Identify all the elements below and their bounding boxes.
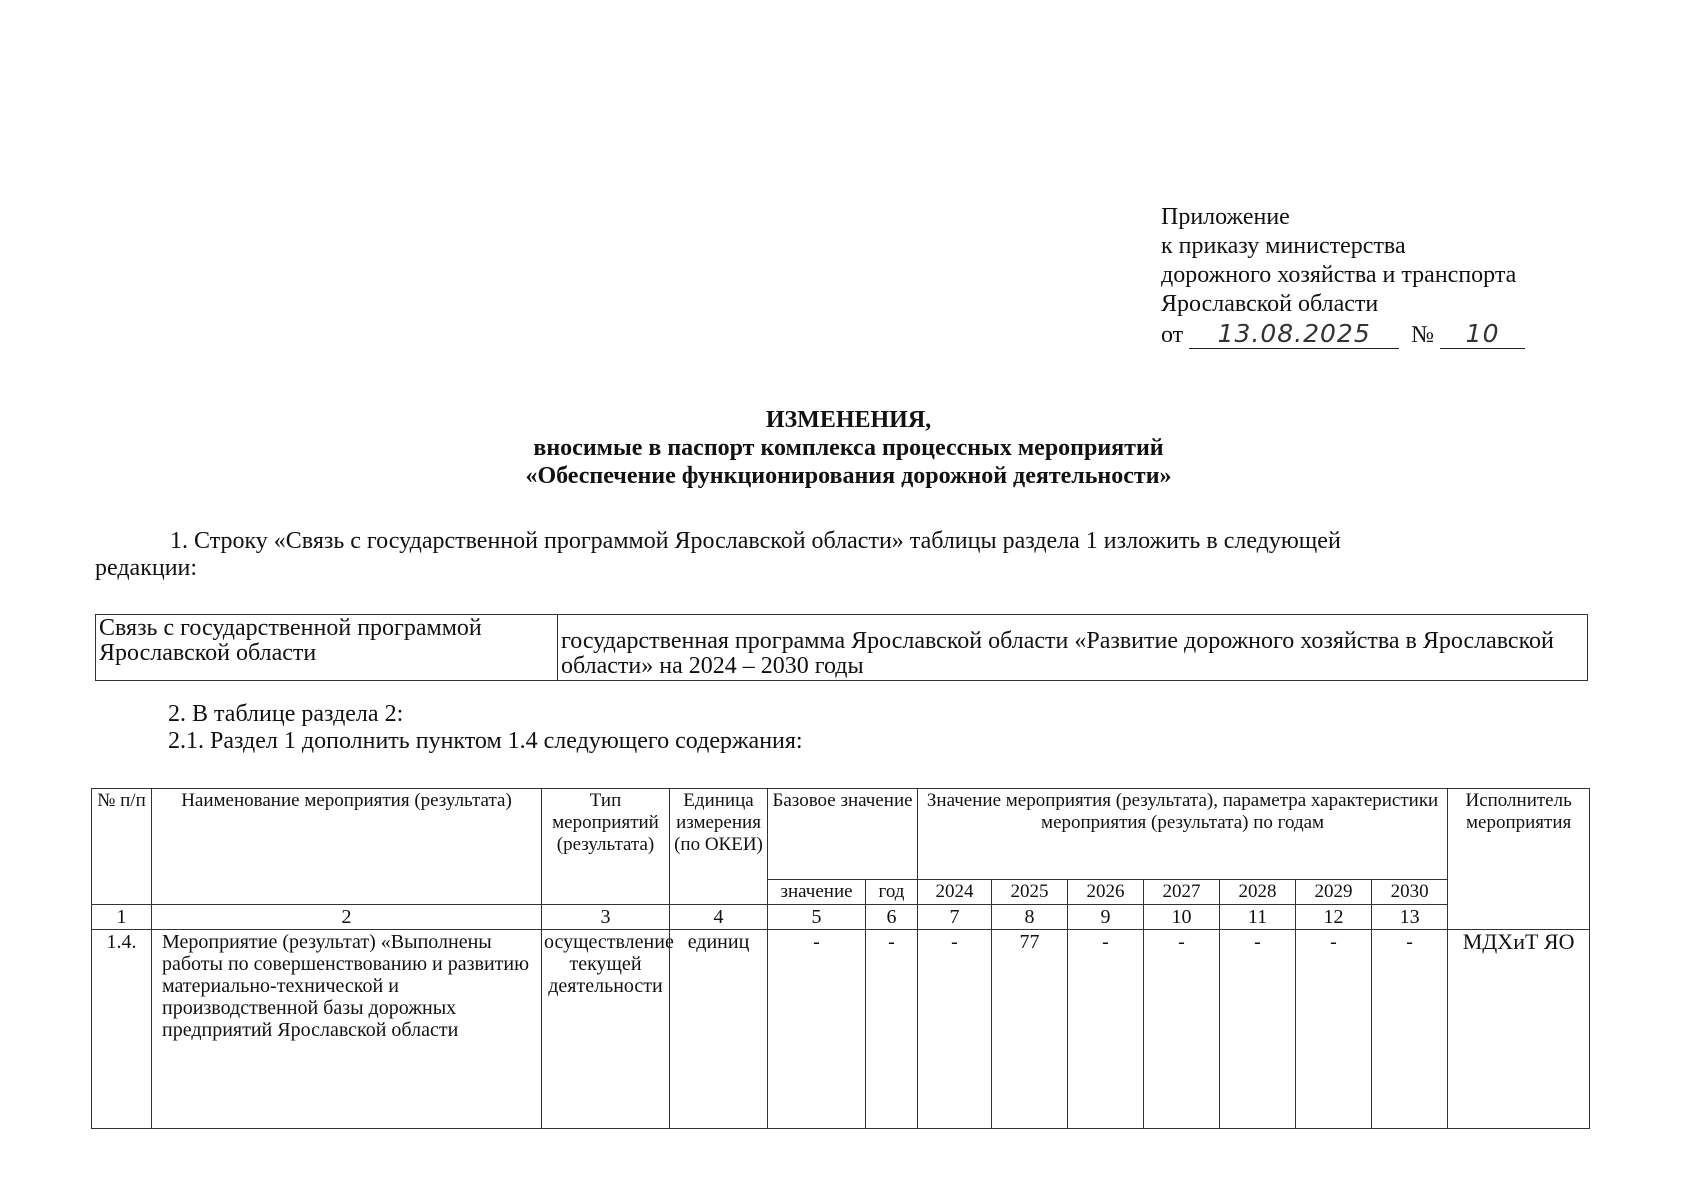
header-year: 2025 (992, 880, 1068, 905)
header-num: № п/п (92, 789, 152, 905)
number-prefix: № (1411, 322, 1435, 348)
measures-table (91, 788, 1590, 1129)
column-number: 8 (992, 905, 1068, 930)
row-unit: единиц (670, 930, 768, 1129)
appendix-date-line (1161, 319, 1525, 350)
column-number: 12 (1296, 905, 1372, 930)
header-year: 2028 (1220, 880, 1296, 905)
header-base: Базовое значение (768, 789, 918, 880)
point-1-line-1: 1. Строку «Связь с государственной программой Ярославской области» таблицы раздела 1 изложить в следующей (170, 528, 1341, 554)
row-type: осуществление текущей деятельности (542, 930, 670, 1129)
point-2-line-2: 2.1. Раздел 1 дополнить пунктом 1.4 следующего содержания: (168, 728, 803, 754)
row-year-value: - (1372, 930, 1448, 1129)
appendix-line: к приказу министерства (1161, 233, 1406, 259)
point-1-text (95, 528, 1590, 582)
header-type: Тип мероприятий (результата) (542, 789, 670, 905)
column-number: 10 (1144, 905, 1220, 930)
table-row (92, 930, 1590, 1129)
point-2-line-1: 2. В таблице раздела 2: (168, 701, 404, 727)
header-year: 2029 (1296, 880, 1372, 905)
header-year: 2027 (1144, 880, 1220, 905)
header-executor: Исполнитель мероприятия (1448, 789, 1590, 930)
point-2-text (168, 701, 803, 755)
title-line-2: вносимые в паспорт комплекса процессных мероприятий (533, 435, 1164, 461)
column-number: 7 (918, 905, 992, 930)
program-link-label: Связь с государственной программой Ярославской области (96, 615, 558, 681)
header-base-year: год (866, 880, 918, 905)
column-number: 2 (152, 905, 542, 930)
row-year-value: - (918, 930, 992, 1129)
header-base-value: значение (768, 880, 866, 905)
row-num: 1.4. (92, 930, 152, 1129)
row-name: Мероприятие (результат) «Выполнены работы по совершенствованию и развитию материально-технической и производственной базы дорожных предприятий Ярославской области (152, 930, 542, 1129)
appendix-line: дорожного хозяйства и транспорта (1161, 262, 1517, 288)
row-base-value: - (768, 930, 866, 1129)
row-year-value: - (1296, 930, 1372, 1129)
header-values: Значение мероприятия (результата), параметра характеристики мероприятия (результата) по годам (918, 789, 1448, 880)
title-line-1: ИЗМЕНЕНИЯ, (765, 407, 932, 433)
column-number: 11 (1220, 905, 1296, 930)
point-1-line-2: редакции: (95, 555, 198, 581)
header-name: Наименование мероприятия (результата) (152, 789, 542, 905)
row-year-value: 77 (992, 930, 1068, 1129)
row-base-year: - (866, 930, 918, 1129)
row-executor: МДХиТ ЯО (1448, 930, 1590, 1129)
column-number: 5 (768, 905, 866, 930)
appendix-block (1161, 203, 1525, 350)
column-numbers-row (92, 905, 1590, 930)
program-link-value: государственная программа Ярославской области «Развитие дорожного хозяйства в Ярославской области» на 2024 – 2030 годы (558, 615, 1588, 681)
row-year-value: - (1144, 930, 1220, 1129)
table-row (96, 615, 1588, 681)
column-number: 6 (866, 905, 918, 930)
header-year: 2026 (1068, 880, 1144, 905)
program-link-table (95, 614, 1588, 681)
column-number: 3 (542, 905, 670, 930)
document-title (0, 406, 1697, 490)
date-prefix: от (1161, 322, 1184, 348)
column-number: 9 (1068, 905, 1144, 930)
row-year-value: - (1068, 930, 1144, 1129)
header-year: 2030 (1372, 880, 1448, 905)
header-unit: Единица измерения (по ОКЕИ) (670, 789, 768, 905)
header-row (92, 789, 1590, 880)
handwritten-date: 13.08.2025 (1189, 319, 1399, 349)
column-number: 1 (92, 905, 152, 930)
row-year-value: - (1220, 930, 1296, 1129)
handwritten-number: 10 (1440, 319, 1525, 349)
title-line-3: «Обеспечение функционирования дорожной деятельности» (525, 463, 1172, 489)
header-year: 2024 (918, 880, 992, 905)
appendix-line: Приложение (1161, 204, 1290, 230)
column-number: 13 (1372, 905, 1448, 930)
appendix-line: Ярославской области (1161, 291, 1379, 317)
column-number: 4 (670, 905, 768, 930)
